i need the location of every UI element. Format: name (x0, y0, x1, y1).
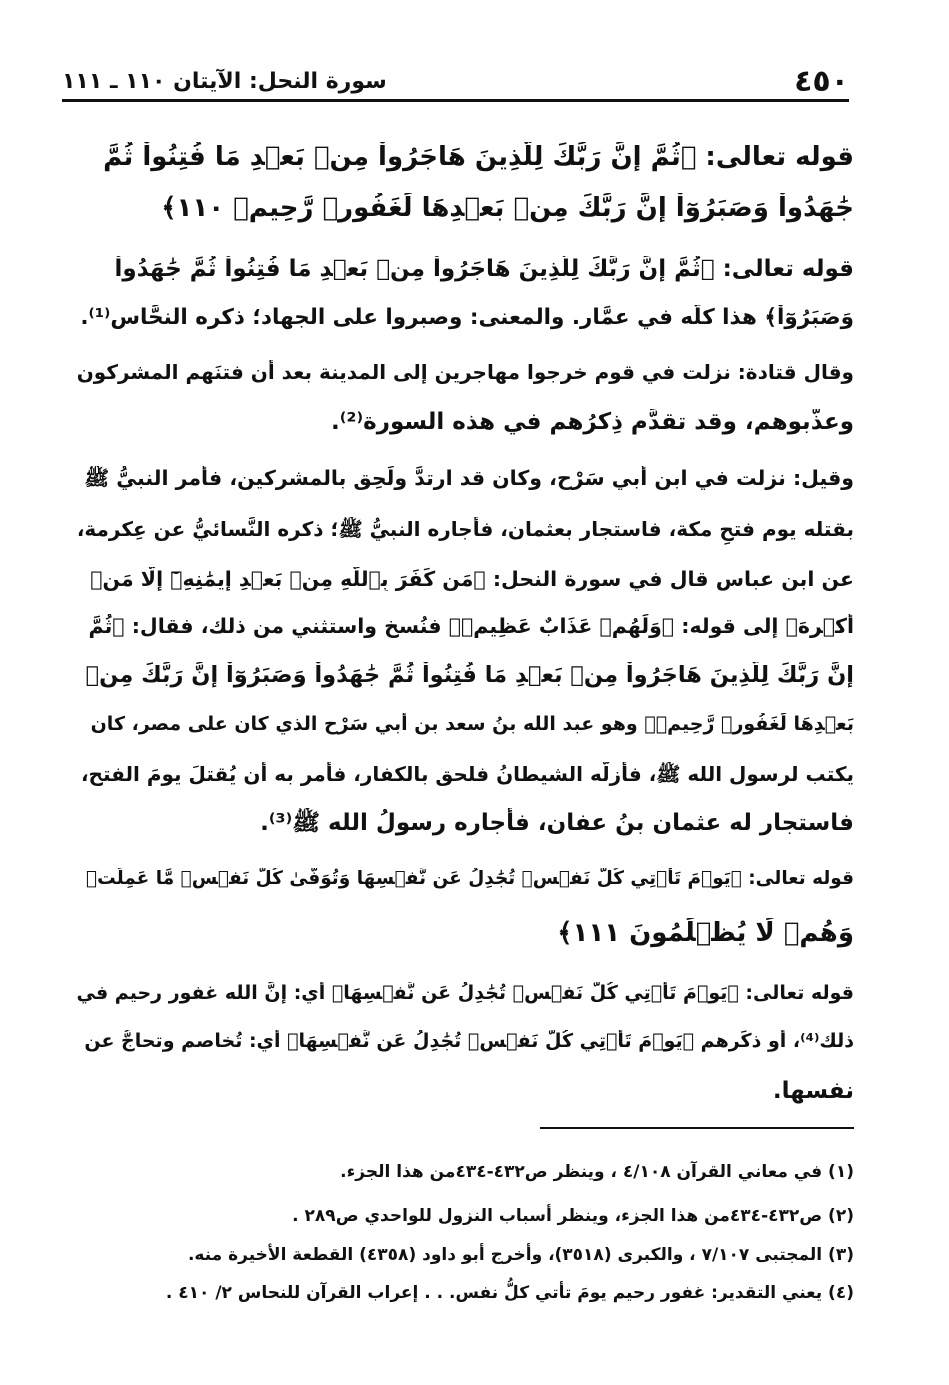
footnote: (١) في معاني القرآن ٤/١٠٨ ، وينظر ص٤٣٢-٤٣٤من هذا الجزء. (340, 1162, 854, 1182)
verse-110-line-1: قوله تعالى: ﴿ثُمَّ إِنَّ رَبَّكَ لِلَّذِينَ هَاجَرُواْ مِنۢ بَعۡدِ مَا فُتِنُواْ ثُمَّ (103, 142, 854, 172)
verse-110-line-2: جَٰهَدُواْ وَصَبَرُوٓاْ إِنَّ رَبَّكَ مِنۢ بَعۡدِهَا لَغَفُورٞ رَّحِيمٞ ١١٠﴾ (161, 193, 854, 223)
commentary-line: قوله تعالى: ﴿ثُمَّ إِنَّ رَبَّكَ لِلَّذِينَ هَاجَرُواْ مِنۢ بَعۡدِ مَا فُتِنُواْ ثُمَّ جَٰهَدُواْ (114, 256, 854, 282)
commentary-line: بقتله يوم فتحِ مكة، فاستجار بعثمان، فأجاره النبيُّ ﷺ؛ ذكره النَّسائيُّ عن عِكرمة، (76, 517, 854, 541)
header-rule (62, 99, 849, 102)
page-header (62, 64, 849, 98)
commentary-line: وَصَبَرُوٓاْ﴾ هذا كلُّه في عمَّار. والمعنى: وصبروا على الجهاد؛ ذكره النحَّاس⁽¹⁾. (80, 305, 854, 330)
page-number: ٤٥٠ (794, 63, 849, 99)
commentary-line: ذلك⁽⁴⁾، أو ذكِّرهم ﴿يَوۡمَ تَأۡتِي كُلُّ نَفۡسٖ تُجَٰدِلُ عَن نَّفۡسِهَا﴾ أي: تُخاصم وتحاجُّ عن (84, 1030, 854, 1052)
commentary-line: وقال قتادة: نزلت في قومٍ خرجوا مهاجرين إلى المدينة بعد أن فتنَهم المشركون (76, 360, 854, 384)
commentary-line: وقيل: نزلت في ابن أبي سَرْح، وكان قد ارتدَّ ولَحِق بالمشركين، فأمر النبيُّ ﷺ (84, 466, 854, 490)
commentary-line: وعذَّبوهم، وقد تقدَّم ذِكرُهم في هذه السورة⁽²⁾. (331, 409, 854, 435)
footnote-rule (540, 1127, 854, 1129)
running-title: سورة النحل: الآيتان ١١٠ ـ ١١١ (62, 68, 387, 94)
commentary-line: قوله تعالى: ﴿يَوۡمَ تَأۡتِي كُلُّ نَفۡسٖ تُجَٰدِلُ عَن نَّفۡسِهَا﴾ أي: إنَّ الله غفور رحيم في (76, 982, 854, 1004)
footnote: (٢) ص٤٣٢-٤٣٤من هذا الجزء، وينظر أسباب النزول للواحدي ص٢٨٩ . (292, 1206, 854, 1226)
commentary-line: يكتب لرسول الله ﷺ، فأزلَّه الشيطانُ فلحق بالكفار، فأمر به أن يُقتلَ يومَ الفتح، (80, 762, 854, 786)
commentary-line: بَعۡدِهَا لَغَفُورٞ رَّحِيمٞ﴾ وهو عبد الله بنُ سعد بنِ أبي سَرْح الذي كان على مصر، كان (90, 713, 854, 735)
commentary-line: أُكۡرِهَ﴾ إلى قوله: ﴿وَلَهُمۡ عَذَابٌ عَظِيمٞ﴾ فنُسخ واستثني من ذلك، فقال: ﴿ثُمَّ (88, 614, 854, 638)
commentary-line: إِنَّ رَبَّكَ لِلَّذِينَ هَاجَرُواْ مِنۢ بَعۡدِ مَا فُتِنُواْ ثُمَّ جَٰهَدُواْ وَصَبَرُوٓاْ إِنَّ رَبَّكَ مِنۢ (85, 662, 854, 688)
verse-111-line-1: قوله تعالى: ﴿يَوۡمَ تَأۡتِي كُلُّ نَفۡسٖ تُجَٰدِلُ عَن نَّفۡسِهَا وَتُوَفَّىٰ كُلُّ نَفۡسٖ مَّا عَمِلَتۡ (86, 868, 854, 889)
verse-111-line-2: وَهُمۡ لَا يُظۡلَمُونَ ١١١﴾ (557, 918, 854, 948)
commentary-line: نفسها. (772, 1078, 854, 1104)
footnote: (٤) يعني التقدير: غفور رحيم يومَ تأتي كلُّ نفس. . . إعراب القرآن للنحاس ٢/ ٤١٠ . (165, 1283, 854, 1303)
footnote: (٣) المجتبى ٧/١٠٧ ، والكبرى (٣٥١٨)، وأخرج أبو داود (٤٣٥٨) القطعة الأخيرة منه. (187, 1245, 854, 1265)
commentary-line: فاستجار له عثمان بنُ عفان، فأجاره رسولُ الله ﷺ⁽³⁾. (260, 810, 854, 836)
commentary-line: عن ابن عباس قال في سورة النحل: ﴿مَن كَفَرَ بِٱللَّهِ مِنۢ بَعۡدِ إِيمَٰنِهِۦٓ إِلَّا مَنۡ (90, 567, 854, 591)
